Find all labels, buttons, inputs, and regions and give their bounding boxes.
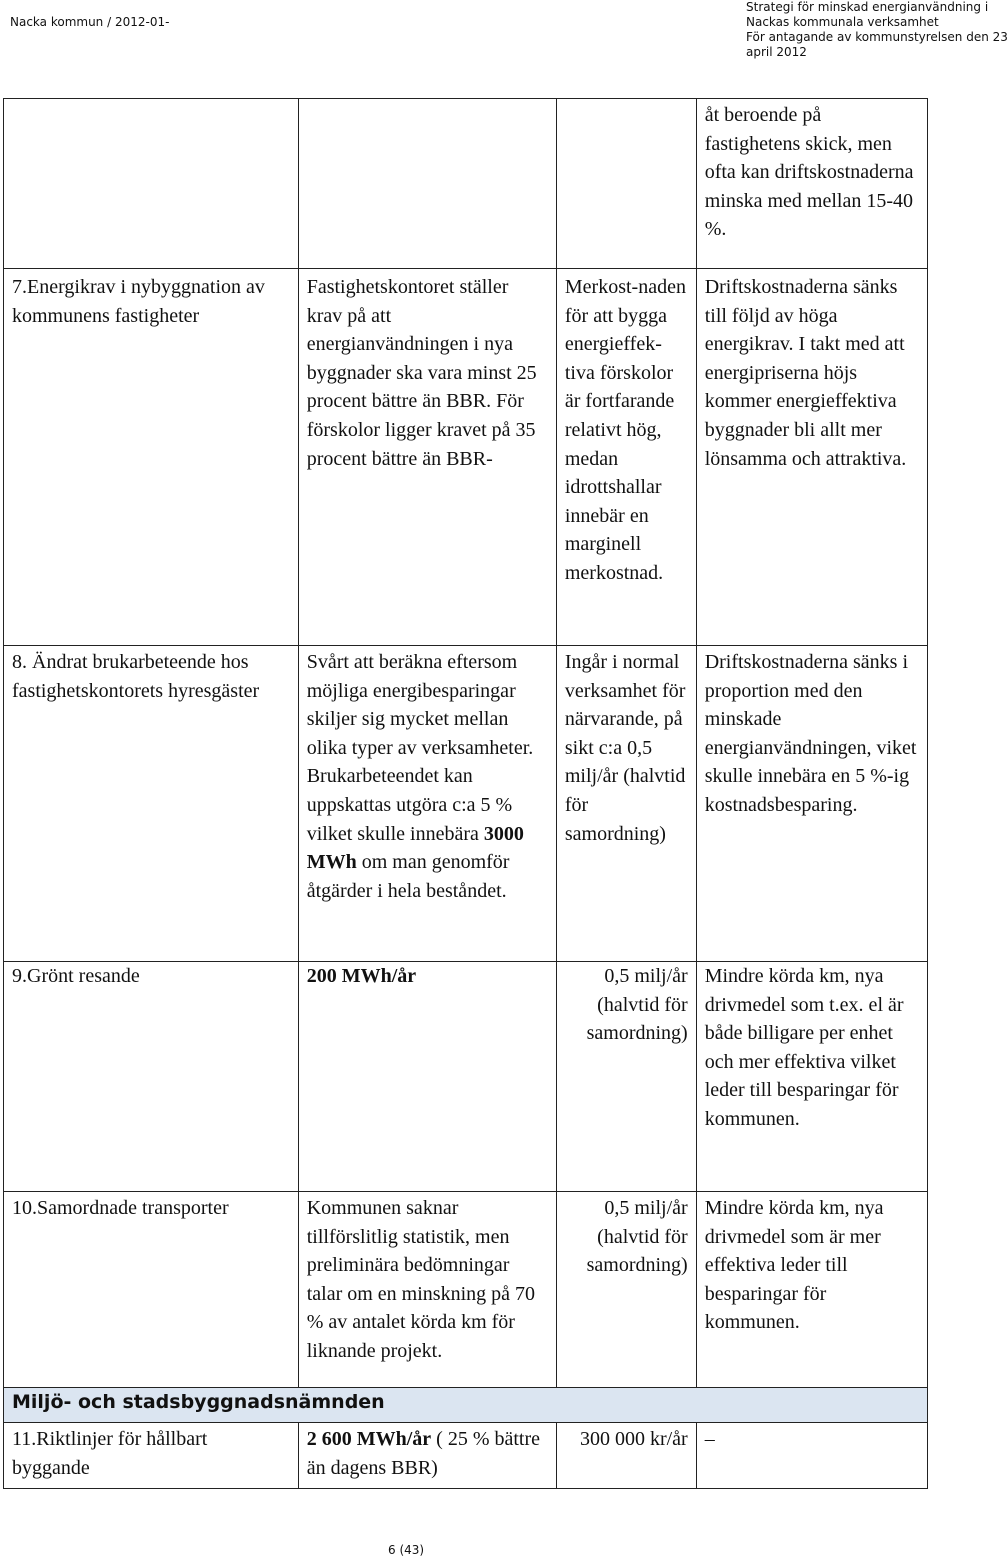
- cost-cell: 0,5 milj/år (halvtid för samordning): [556, 1192, 696, 1388]
- effect-text: ( 25 % bättre än dagens BBR): [306, 1428, 541, 1479]
- table-row: [4, 646, 928, 962]
- effect-cell: Fastighetskontoret ställer krav på att energianvändningen i nya byggnader ska vara minst 25 procent bättre än BBR. För förskolor ligger kravet på 35 procent bättre än BBR-: [298, 269, 556, 646]
- measure-cell: 9.Grönt resande: [4, 962, 299, 1192]
- cost-cell: [556, 99, 696, 269]
- measure-cell: [4, 99, 299, 269]
- cost-cell: Merkost-naden för att bygga energieffek-tiva förskolor är fortfarande relativt hög, medan idrottshallar innebär en marginell merkostnad.: [556, 269, 696, 646]
- header-left: Nacka kommun / 2012-01-: [10, 15, 170, 29]
- benefit-cell: –: [696, 1423, 927, 1489]
- effect-cell: [298, 962, 556, 1192]
- cost-cell: 300 000 kr/år: [556, 1423, 696, 1489]
- section-row: [4, 1388, 928, 1423]
- benefit-cell: Driftskostnaderna sänks i proportion med den minskade energianvändningen, viket skulle innebära en 5 %-ig kostnadsbesparing.: [696, 646, 927, 962]
- measures-table: [3, 98, 928, 1489]
- effect-value: 2 600 MWh/år: [306, 1428, 432, 1450]
- benefit-cell: Mindre körda km, nya drivmedel som t.ex. el är både billigare per enhet och mer effektiva vilket leder till besparingar för kommunen.: [696, 962, 927, 1192]
- measure-cell: 7.Energikrav i nybyggnation av kommunens fastigheter: [4, 269, 299, 646]
- effect-value: 3000 MWh: [306, 822, 524, 874]
- table-row: [4, 269, 928, 646]
- section-cell: [4, 1388, 928, 1423]
- effect-cell: [298, 646, 556, 962]
- cost-cell: 0,5 milj/år (halvtid för samordning): [556, 962, 696, 1192]
- effect-cell: [298, 99, 556, 269]
- benefit-cell: Mindre körda km, nya drivmedel som är mer effektiva leder till besparingar för kommunen.: [696, 1192, 927, 1388]
- header-right: [746, 0, 1008, 60]
- section-title: Miljö- och stadsbyggnadsnämnden: [12, 1391, 385, 1413]
- effect-text: om man genomför åtgärder i hela beståndet.: [306, 851, 510, 902]
- table-row: [4, 99, 928, 269]
- header-right-line: Strategi för minskad energianvändning i: [746, 0, 989, 14]
- benefit-cell: Driftskostnaderna sänks till följd av höga energikrav. I takt med att energipriserna höjs kommer energieffektiva byggnader bli allt mer lönsamma och attraktiva.: [696, 269, 927, 646]
- effect-value: 200 MWh/år: [306, 965, 417, 987]
- header-right-line: Nackas kommunala verksamhet: [746, 15, 939, 29]
- effect-text: Svårt att beräkna eftersom möjliga energibesparingar skiljer sig mycket mellan olika typer av verksamheter. Brukarbeteendet kan uppskattas utgöra c:a 5 % vilket skulle innebära: [306, 651, 534, 845]
- benefit-cell: åt beroende på fastighetens skick, men ofta kan driftskostnaderna minska med mellan 15-40 %.: [696, 99, 927, 269]
- measure-cell: 8. Ändrat brukarbeteende hos fastighetskontorets hyresgäster: [4, 646, 299, 962]
- page-number: 6 (43): [388, 1543, 425, 1557]
- table-row: [4, 1192, 928, 1388]
- effect-cell: [298, 1423, 556, 1489]
- table-row: [4, 962, 928, 1192]
- cost-cell: Ingår i normal verksamhet för närvarande, på sikt c:a 0,5 milj/år (halvtid för samordning): [556, 646, 696, 962]
- table-row: [4, 1423, 928, 1489]
- header-right-line: april 2012: [746, 45, 807, 59]
- effect-cell: Kommunen saknar tillförslitlig statistik, men preliminära bedömningar talar om en minskning på 70 % av antalet körda km för liknande projekt.: [298, 1192, 556, 1388]
- measure-cell: 11.Riktlinjer för hållbart byggande: [4, 1423, 299, 1489]
- header-right-line: För antagande av kommunstyrelsen den 23: [746, 30, 1008, 44]
- measure-cell: 10.Samordnade transporter: [4, 1192, 299, 1388]
